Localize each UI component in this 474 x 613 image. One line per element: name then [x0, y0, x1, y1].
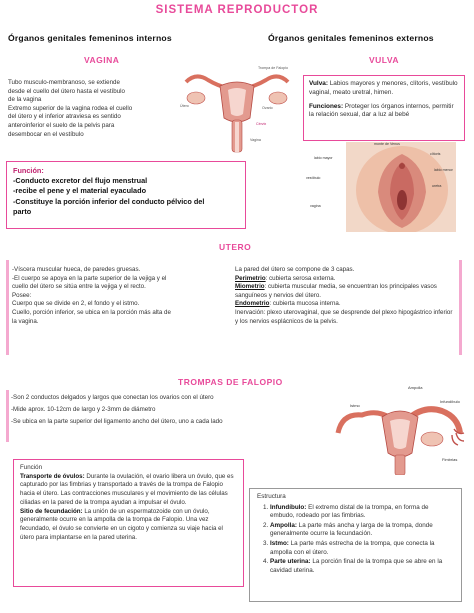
- layer-name: Perimetrio: [235, 274, 266, 282]
- utero-right-text: [235, 266, 455, 326]
- fertilization-label: Sitio de fecundación:: [20, 507, 83, 515]
- structure-item: [270, 540, 454, 557]
- functions-text: Proteger los órganos internos, permitir la relación sexual, dar a luz al bebé: [309, 102, 454, 119]
- vulva-heading: VULVA: [369, 55, 400, 65]
- figure-label: Fimbrias: [442, 457, 458, 462]
- trompas-function-box: [13, 459, 244, 587]
- structure-item: [270, 522, 454, 539]
- function-item: -Conducto excretor del flujo menstrual: [13, 176, 148, 186]
- text-line: Extremo superior de la vagina rodea el cuello: [8, 104, 133, 112]
- text-line: Tubo musculo-membranoso, se extiende: [8, 79, 120, 86]
- figure-label: Istmo: [350, 403, 360, 408]
- transport-text: Durante la ovulación, el ovario libera un óvulo, que es capturado por las fimbrias y transportado a través de la trompa de Falopio hacia el útero. Las contracciones musculares y el movimiento de las células ciliadas en la pared de la trompa ayudan a impulsar el óvulo.: [20, 472, 234, 506]
- function-title: Función: [20, 464, 43, 471]
- pink-divider: [459, 260, 462, 355]
- utero-left-text: [12, 266, 226, 326]
- right-heading: Órganos genitales femeninos externos: [268, 33, 434, 43]
- vagina-description: [8, 79, 178, 139]
- text-line: desembocar en el vestíbulo: [8, 130, 84, 138]
- layer-text: : cubierta muscular media, se encuentran los principales vasos sanguíneos y nervios del útero.: [235, 283, 437, 299]
- vulva-info-box: [303, 75, 465, 141]
- text-line: cuello del útero se sitúa entre la vejiga y el recto.: [12, 283, 146, 291]
- figure-label: Trompa de Falopio: [258, 66, 289, 70]
- vulva-text: Labios mayores y menores, clítoris, vestíbulo vaginal, meato uretral, himen.: [309, 80, 458, 96]
- text-line: del útero y el inferior atraviesa es sentido: [8, 113, 121, 121]
- figure-label: clítoris: [430, 152, 441, 156]
- trompas-structure-box: [249, 488, 462, 602]
- layer-text: : cubierta serosa externa.: [265, 274, 336, 282]
- text-line: -Se ubica en la parte superior del ligamento ancho del útero, uno a cada lado: [11, 418, 223, 425]
- function-item: -recibe el pene y el material eyaculado: [13, 186, 147, 196]
- text-line: anteroinferior el suelo de la pelvis para: [8, 121, 115, 129]
- vagina-function-box: [6, 161, 246, 229]
- text-line: Posee:: [12, 291, 32, 299]
- figure-label: labio menor: [434, 168, 453, 172]
- structure-text: La porción final de la trompa que se abre en la cavidad uterina.: [270, 558, 443, 574]
- function-title: Función:: [13, 166, 44, 175]
- text-line: Cuello, porción inferior, se ubica en la porción más alta de: [12, 308, 171, 316]
- function-item: -Constituye la porción inferior del conducto pélvico del: [13, 196, 205, 206]
- structure-name: Infundíbulo:: [270, 503, 307, 511]
- text-line: de la vagina: [8, 96, 42, 104]
- functions-label: Funciones:: [309, 102, 344, 110]
- trompas-heading: TROMPAS DE FALOPIO: [178, 377, 283, 387]
- layer-name: Miometrio: [235, 283, 265, 291]
- function-item: parto: [13, 206, 32, 216]
- text-line: Cuerpo que se divide en 2, el fondo y el istmo.: [12, 300, 140, 308]
- figure-label: Ovario: [262, 106, 273, 110]
- figure-label: Infundíbulo: [440, 399, 460, 404]
- text-line: la vagina.: [12, 317, 39, 325]
- vulva-label: Vulva:: [309, 80, 328, 87]
- figure-label: labio mayor: [314, 156, 333, 160]
- vagina-heading: VAGINA: [84, 55, 120, 65]
- structure-text: La parte más estrecha de la trompa, que conecta la ampolla con el útero.: [270, 539, 435, 556]
- uterus-diagram: [178, 66, 296, 156]
- figure-label: monte de Venus: [374, 142, 400, 146]
- structure-name: Ampolla:: [270, 521, 297, 529]
- innervation-text: Inervación: plexo uterovaginal, que se desprende del plexo hipogástrico inferior y los nervios esplácnicos de la pelvis.: [235, 308, 453, 325]
- fallopian-tube-diagram: [332, 383, 470, 475]
- figure-label: vestíbulo: [306, 176, 321, 180]
- text-line: -Son 2 conductos delgados y largos que conectan los ovarios con el útero: [11, 394, 214, 401]
- text-line: -El cuerpo se apoya en la parte superior de la vejiga y el: [12, 274, 167, 282]
- figure-label: uretra: [432, 184, 442, 188]
- text-line: -Víscera muscular hueca, de paredes gruesas.: [12, 266, 141, 273]
- transport-label: Transporte de óvulos:: [20, 472, 85, 480]
- figure-label: Vagina: [250, 138, 261, 142]
- layer-name: Endometrio: [235, 300, 270, 308]
- left-heading: Órganos genitales femeninos internos: [8, 33, 172, 43]
- figure-label: Útero: [180, 104, 189, 108]
- text-line: -Mide aprox. 10-12cm de largo y 2-3mm de diámetro: [11, 406, 156, 413]
- structure-item: [270, 558, 454, 575]
- text-line: La pared del útero se compone de 3 capas.: [235, 266, 355, 273]
- structure-name: Parte uterina:: [270, 558, 311, 566]
- fertilization-text: La unión de un espermatozoide con un óvulo, generalmente ocurre en la ampolla de la trompa de Falopio. Una vez fecundado, el óvulo se convierte en un cigoto y comienza su viaje hacia el útero para implantarse en la pared uterina.: [20, 507, 223, 541]
- pink-divider: [6, 260, 9, 355]
- figure-label: Cérvix: [256, 122, 267, 126]
- structure-name: Istmo:: [270, 539, 289, 547]
- vulva-diagram: [302, 142, 466, 232]
- structure-text: El extremo distal de la trompa, en forma de embudo, rodeado por las fimbrias.: [270, 503, 429, 520]
- figure-label: vagina: [310, 204, 321, 208]
- structure-title: Estructura: [257, 493, 286, 500]
- utero-heading: UTERO: [219, 242, 252, 252]
- structure-text: La parte más ancha y larga de la trompa, donde generalmente ocurre la fecundación.: [270, 521, 433, 538]
- page-title: SISTEMA REPRODUCTOR: [155, 4, 319, 16]
- layer-text: : cubierta mucosa interna.: [269, 300, 341, 308]
- structure-item: [270, 504, 454, 521]
- pink-divider: [6, 390, 9, 442]
- trompas-description: [11, 392, 281, 428]
- text-line: desde el cuello del útero hasta el vestíbulo: [8, 87, 125, 95]
- figure-label: Ampolla: [408, 385, 423, 390]
